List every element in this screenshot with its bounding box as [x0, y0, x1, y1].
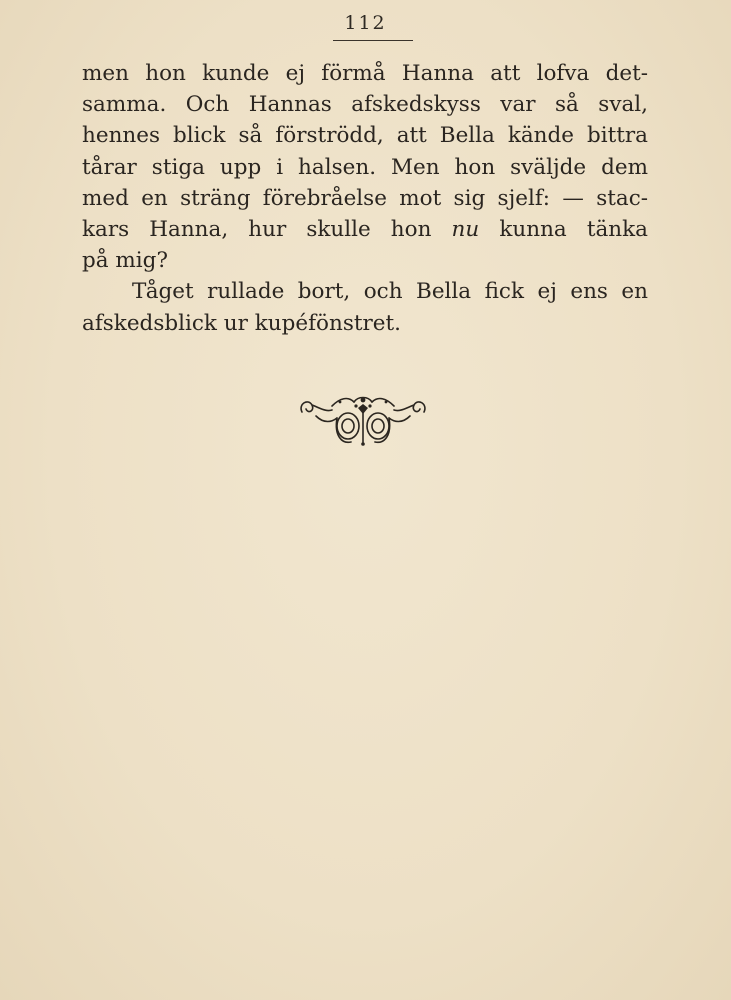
page-number: 112	[344, 12, 387, 34]
text-line: samma. Och Hannas afskedskyss var så sval,	[82, 92, 648, 118]
text-fragment: kars Hanna, hur skulle hon	[82, 217, 452, 243]
text-line: tårar stiga upp i halsen. Men hon sväljde dem	[82, 154, 648, 180]
ornamental-vignette-icon	[296, 392, 430, 450]
text-line: Tåget rullade bort, och Bella fick ej ens en	[132, 279, 648, 305]
emphasis-word: nu	[451, 217, 480, 243]
text-line: på mig?	[82, 248, 168, 274]
text-line: men hon kunde ej förmå Hanna att lofva det-	[82, 61, 648, 86]
text-line	[82, 214, 648, 245]
text-fragment: kunna tänka	[479, 217, 648, 243]
text-line: hennes blick så förströdd, att Bella kände bittra	[82, 123, 648, 149]
header-rule	[333, 40, 413, 41]
body-text	[82, 58, 648, 339]
text-line: med en sträng förebråelse mot sig sjelf: — stac-	[82, 185, 648, 211]
text-line: afskedsblick ur kupéfönstret.	[82, 310, 401, 336]
